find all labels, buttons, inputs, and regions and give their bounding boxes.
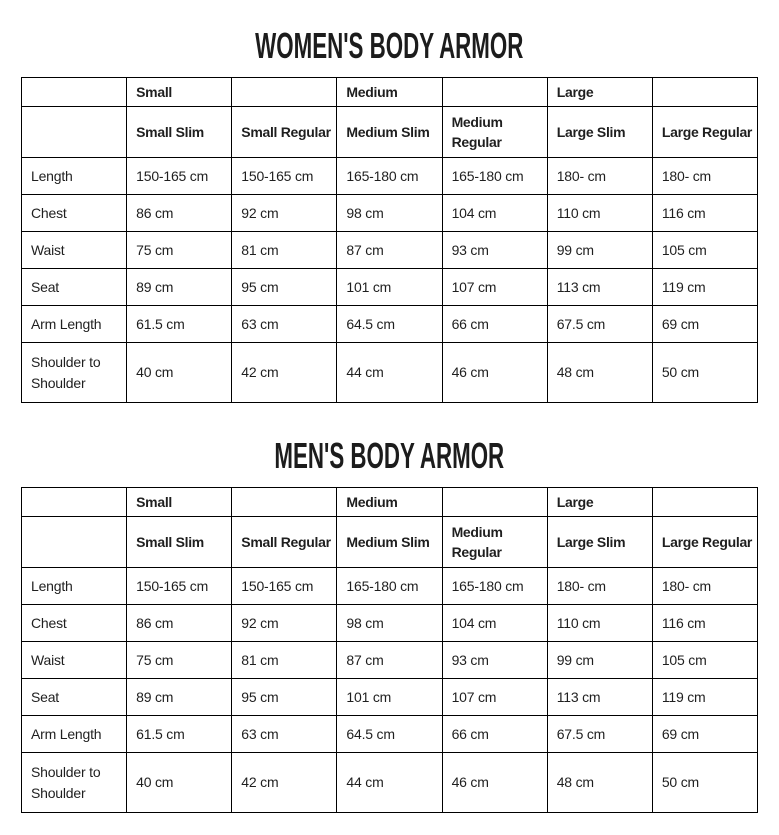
cell: 46 cm <box>442 753 547 813</box>
size-group-row <box>22 488 758 517</box>
womens-table-title-text: WOMEN'S BODY ARMOR <box>255 25 524 66</box>
cell: 101 cm <box>337 679 442 716</box>
size-group-medium: Medium <box>337 78 442 107</box>
cell: 46 cm <box>442 343 547 403</box>
row-label: Chest <box>22 195 127 232</box>
cell: 44 cm <box>337 343 442 403</box>
cell: 86 cm <box>127 195 232 232</box>
row-label: Waist <box>22 232 127 269</box>
cell: 69 cm <box>652 716 757 753</box>
cell: 64.5 cm <box>337 716 442 753</box>
row-label: Length <box>22 568 127 605</box>
empty-header-cell <box>232 488 337 517</box>
cell: 98 cm <box>337 605 442 642</box>
column-header-large-regular: Large Regular <box>652 517 757 568</box>
cell: 150-165 cm <box>127 568 232 605</box>
table-row-length <box>22 568 758 605</box>
table-row-chest <box>22 195 758 232</box>
cell: 165-180 cm <box>337 158 442 195</box>
cell: 48 cm <box>547 753 652 813</box>
cell: 150-165 cm <box>232 158 337 195</box>
cell: 180- cm <box>547 568 652 605</box>
row-label: Waist <box>22 642 127 679</box>
cell: 150-165 cm <box>127 158 232 195</box>
table-row-shoulder-to-shoulder <box>22 753 758 813</box>
cell: 87 cm <box>337 642 442 679</box>
table-row-length <box>22 158 758 195</box>
cell: 107 cm <box>442 269 547 306</box>
column-header-large-slim: Large Slim <box>547 517 652 568</box>
cell: 81 cm <box>232 642 337 679</box>
size-group-large: Large <box>547 488 652 517</box>
row-label: Shoulder to Shoulder <box>22 753 127 813</box>
table-row-seat <box>22 269 758 306</box>
cell: 66 cm <box>442 716 547 753</box>
corner-cell <box>22 517 127 568</box>
cell: 40 cm <box>127 343 232 403</box>
cell: 92 cm <box>232 195 337 232</box>
cell: 101 cm <box>337 269 442 306</box>
corner-cell <box>22 488 127 517</box>
row-label: Seat <box>22 679 127 716</box>
cell: 42 cm <box>232 343 337 403</box>
cell: 116 cm <box>652 195 757 232</box>
cell: 180- cm <box>547 158 652 195</box>
cell: 104 cm <box>442 195 547 232</box>
cell: 61.5 cm <box>127 306 232 343</box>
cell: 86 cm <box>127 605 232 642</box>
cell: 165-180 cm <box>337 568 442 605</box>
cell: 81 cm <box>232 232 337 269</box>
womens-armor-section <box>21 25 758 403</box>
column-header-large-regular: Large Regular <box>652 107 757 158</box>
cell: 40 cm <box>127 753 232 813</box>
cell: 63 cm <box>232 306 337 343</box>
empty-header-cell <box>442 78 547 107</box>
mens-size-table <box>21 487 758 813</box>
cell: 75 cm <box>127 642 232 679</box>
size-group-large: Large <box>547 78 652 107</box>
cell: 165-180 cm <box>442 568 547 605</box>
mens-table-title-text: MEN'S BODY ARMOR <box>274 435 505 476</box>
row-label: Arm Length <box>22 716 127 753</box>
cell: 42 cm <box>232 753 337 813</box>
table-row-arm-length <box>22 716 758 753</box>
column-header-medium-regular: Medium Regular <box>442 517 547 568</box>
cell: 89 cm <box>127 269 232 306</box>
column-header-small-regular: Small Regular <box>232 517 337 568</box>
cell: 63 cm <box>232 716 337 753</box>
column-header-medium-regular: Medium Regular <box>442 107 547 158</box>
cell: 92 cm <box>232 605 337 642</box>
column-header-small-slim: Small Slim <box>127 107 232 158</box>
cell: 99 cm <box>547 642 652 679</box>
column-header-small-regular: Small Regular <box>232 107 337 158</box>
cell: 67.5 cm <box>547 306 652 343</box>
womens-table-title <box>21 25 758 66</box>
column-header-small-slim: Small Slim <box>127 517 232 568</box>
row-label: Length <box>22 158 127 195</box>
size-variant-row <box>22 107 758 158</box>
corner-cell <box>22 78 127 107</box>
empty-header-cell <box>652 78 757 107</box>
cell: 93 cm <box>442 642 547 679</box>
row-label: Seat <box>22 269 127 306</box>
cell: 50 cm <box>652 753 757 813</box>
size-group-medium: Medium <box>337 488 442 517</box>
cell: 67.5 cm <box>547 716 652 753</box>
corner-cell <box>22 107 127 158</box>
empty-header-cell <box>232 78 337 107</box>
table-row-chest <box>22 605 758 642</box>
empty-header-cell <box>652 488 757 517</box>
size-group-small: Small <box>127 78 232 107</box>
cell: 105 cm <box>652 642 757 679</box>
row-label: Chest <box>22 605 127 642</box>
cell: 69 cm <box>652 306 757 343</box>
cell: 113 cm <box>547 269 652 306</box>
column-header-large-slim: Large Slim <box>547 107 652 158</box>
row-label: Shoulder to Shoulder <box>22 343 127 403</box>
table-row-arm-length <box>22 306 758 343</box>
cell: 165-180 cm <box>442 158 547 195</box>
cell: 99 cm <box>547 232 652 269</box>
cell: 44 cm <box>337 753 442 813</box>
cell: 95 cm <box>232 679 337 716</box>
cell: 95 cm <box>232 269 337 306</box>
cell: 61.5 cm <box>127 716 232 753</box>
cell: 150-165 cm <box>232 568 337 605</box>
row-label: Arm Length <box>22 306 127 343</box>
cell: 107 cm <box>442 679 547 716</box>
empty-header-cell <box>442 488 547 517</box>
cell: 119 cm <box>652 679 757 716</box>
size-group-row <box>22 78 758 107</box>
cell: 110 cm <box>547 195 652 232</box>
cell: 66 cm <box>442 306 547 343</box>
cell: 89 cm <box>127 679 232 716</box>
cell: 93 cm <box>442 232 547 269</box>
column-header-medium-slim: Medium Slim <box>337 107 442 158</box>
table-row-waist <box>22 642 758 679</box>
cell: 75 cm <box>127 232 232 269</box>
mens-armor-section <box>21 435 758 813</box>
table-row-seat <box>22 679 758 716</box>
size-variant-row <box>22 517 758 568</box>
cell: 180- cm <box>652 158 757 195</box>
cell: 110 cm <box>547 605 652 642</box>
column-header-medium-slim: Medium Slim <box>337 517 442 568</box>
cell: 50 cm <box>652 343 757 403</box>
cell: 105 cm <box>652 232 757 269</box>
womens-size-table <box>21 77 758 403</box>
cell: 48 cm <box>547 343 652 403</box>
cell: 104 cm <box>442 605 547 642</box>
mens-table-title <box>21 435 758 476</box>
table-row-shoulder-to-shoulder <box>22 343 758 403</box>
cell: 119 cm <box>652 269 757 306</box>
size-group-small: Small <box>127 488 232 517</box>
cell: 98 cm <box>337 195 442 232</box>
cell: 113 cm <box>547 679 652 716</box>
cell: 180- cm <box>652 568 757 605</box>
cell: 87 cm <box>337 232 442 269</box>
table-row-waist <box>22 232 758 269</box>
cell: 116 cm <box>652 605 757 642</box>
cell: 64.5 cm <box>337 306 442 343</box>
